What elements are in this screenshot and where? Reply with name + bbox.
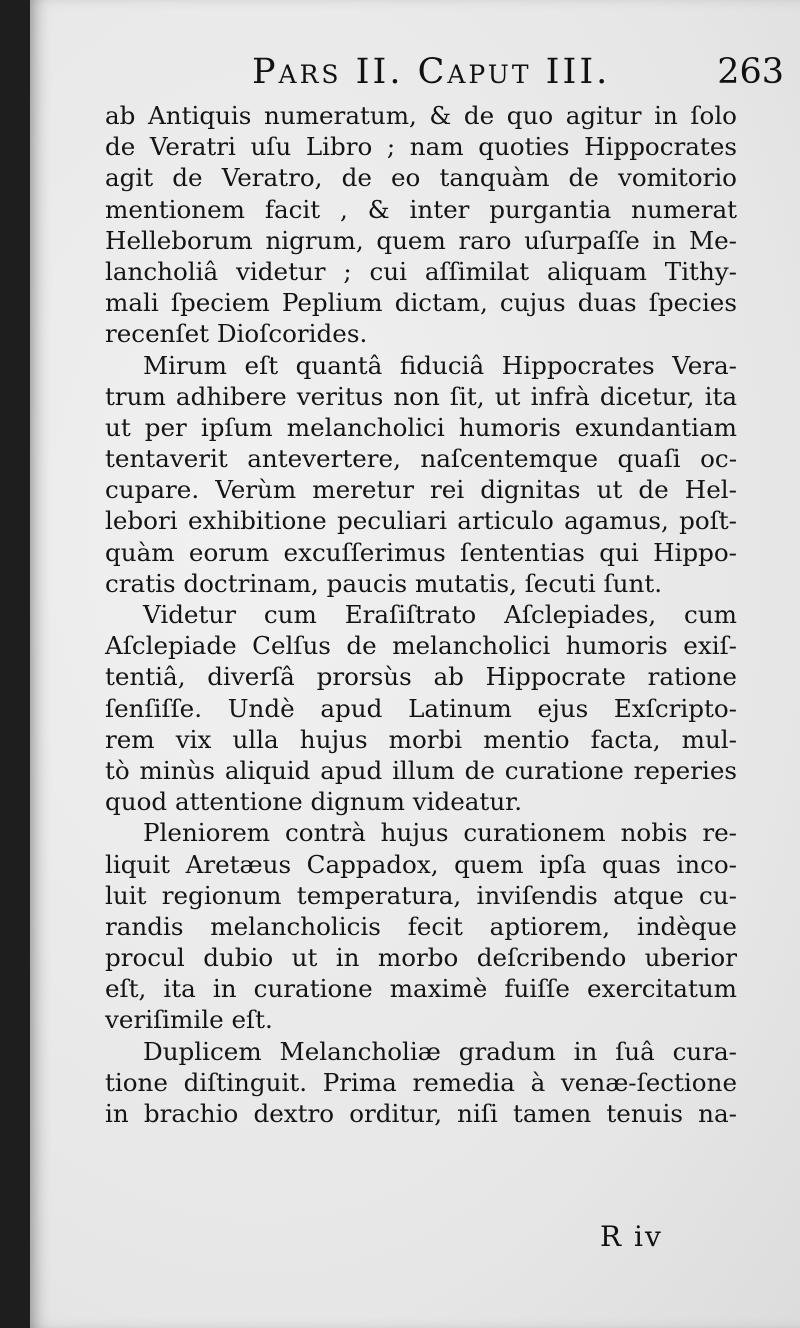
text-line: quàm eorum excuſſerimus ſententias qui Hippo- [105, 537, 737, 567]
text-line: recenſet Dioſcorides. [105, 319, 368, 349]
text-line: mentionem facit , & inter purgantia numerat [105, 194, 737, 224]
text-line: cupare. Verùm meretur rei dignitas ut de Hel- [105, 475, 737, 505]
text-line: cratis doctrinam, paucis mutatis, ſecuti ſunt. [105, 568, 663, 598]
text-line: tò minùs aliquid apud illum de curatione reperies [105, 755, 737, 785]
text-line: agit de Veratro, de eo tanquàm de vomitorio [105, 163, 737, 193]
text-line: luit regionum temperatura, inviſendis atque cu- [105, 880, 737, 910]
text-line: randis melancholicis fecit aptiorem, indèque [105, 911, 737, 941]
text-line: procul dubio ut in morbo deſcribendo uberior [105, 943, 737, 973]
text-line: Helleborum nigrum, quem raro uſurpaſſe in Me- [105, 225, 737, 255]
running-head [220, 50, 790, 94]
text-line: Mirum eſt quantâ fiduciâ Hippocrates Vera- [143, 350, 737, 380]
text-line: tione diſtinguit. Prima remedia à venæ-ſectione [105, 1067, 737, 1097]
text-line: tentaverit antevertere, naſcentemque quaſi oc- [105, 444, 737, 474]
signature-mark: R iv [600, 1220, 663, 1253]
text-line: Pleniorem contrà hujus curationem nobis re- [143, 818, 737, 848]
text-line: trum adhibere veritus non ſit, ut infrà dicetur, ita [105, 381, 737, 411]
text-line: de Veratri uſu Libro ; nam quoties Hippocrates [105, 132, 737, 162]
text-line: in brachio dextro orditur, niſi tamen tenuis na- [105, 1099, 737, 1128]
text-line: Aſclepiade Celſus de melancholici humoris exiſ- [105, 631, 737, 661]
text-line: liquit Aretæus Cappadox, quem ipſa quas inco- [105, 849, 737, 879]
text-line: ut per ipſum melancholici humoris exundantiam [105, 412, 737, 442]
running-title: Pars II. Caput III. [252, 52, 611, 92]
page-number: 263 [717, 52, 784, 92]
text-line: ab Antiquis numeratum, & de quo agitur in ſolo [105, 101, 737, 130]
body-text [105, 100, 737, 1129]
text-line: ſenſiſſe. Undè apud Latinum ejus Exſcripto- [105, 693, 737, 723]
text-line: mali ſpeciem Peplium dictam, cujus duas ſpecies [105, 288, 737, 318]
text-line: lancholiâ videtur ; cui aſſimilat aliquam Tithy- [105, 256, 737, 286]
text-line: tentiâ, diverſâ prorsùs ab Hippocrate ratione [105, 662, 737, 692]
text-line: veriſimile eſt. [105, 1005, 273, 1035]
text-line: Videtur cum Eraſiſtrato Aſclepiades, cum [143, 600, 737, 629]
text-line: rem vix ulla hujus morbi mentio facta, mul- [105, 724, 737, 754]
text-line: quod attentione dignum videatur. [105, 787, 523, 817]
text-line: lebori exhibitione peculiari articulo agamus, poſt- [105, 506, 737, 536]
text-line: Duplicem Melancholiæ gradum in ſuâ cura- [143, 1036, 737, 1066]
text-line: eſt, ita in curatione maximè fuiſſe exercitatum [105, 974, 737, 1004]
